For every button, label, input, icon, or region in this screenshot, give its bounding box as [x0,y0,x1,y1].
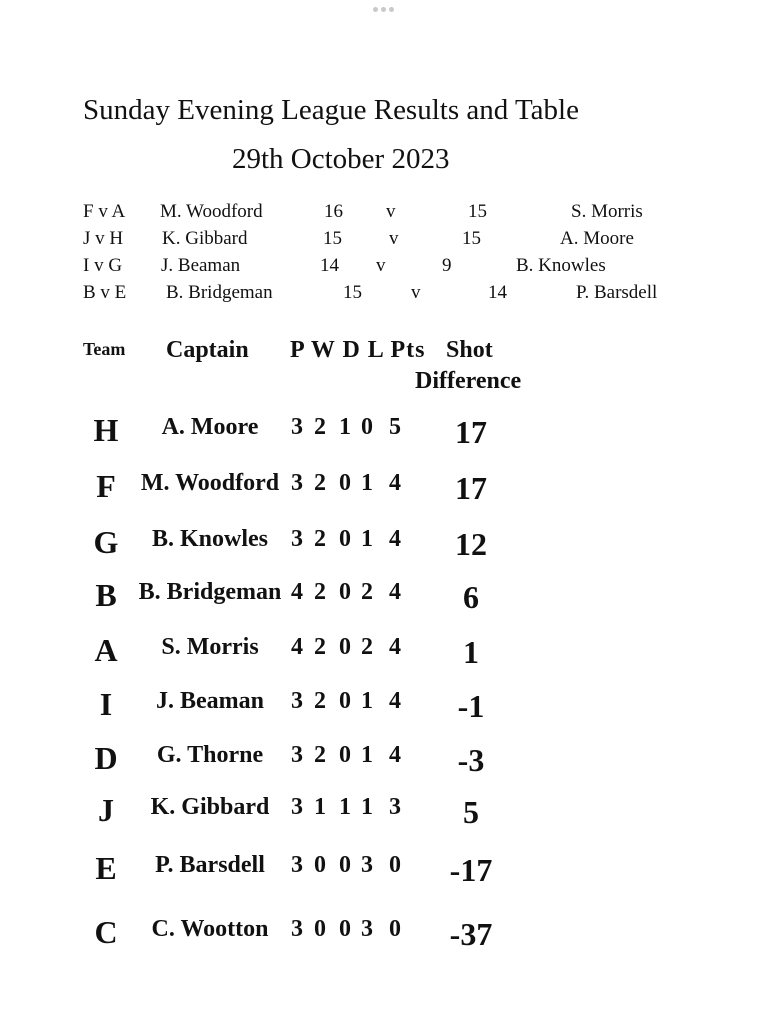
shot-difference: -37 [449,916,493,952]
points: 0 [389,916,401,942]
lost: 1 [361,688,373,714]
points: 4 [389,579,401,605]
table-row [0,524,768,574]
result-vs: v [389,228,399,249]
team-letter: H [93,412,119,448]
table-row [0,686,768,736]
played: 3 [291,794,303,820]
played: 3 [291,852,303,878]
captain-name: K. Gibbard [150,794,270,820]
result-home-score: 15 [323,228,342,249]
result-vs: v [386,201,396,222]
shot-difference: -17 [449,852,493,888]
drawn: 0 [339,470,351,496]
result-home-score: 16 [324,201,343,222]
header-captain: Captain [166,337,249,363]
team-letter: C [94,914,118,950]
shot-difference: 6 [463,579,479,615]
won: 2 [314,579,326,605]
points: 5 [389,414,401,440]
points: 4 [389,470,401,496]
shot-difference: 17 [455,470,487,506]
won: 1 [314,794,326,820]
points: 3 [389,794,401,820]
shot-difference: 12 [455,526,487,562]
lost: 0 [361,414,373,440]
played: 3 [291,916,303,942]
team-letter: D [94,740,118,776]
result-away-score: 15 [462,228,481,249]
table-row [0,468,768,518]
played: 3 [291,414,303,440]
won: 2 [314,634,326,660]
points: 0 [389,852,401,878]
header-team: Team [83,339,126,359]
table-row [0,632,768,682]
document-title: Sunday Evening League Results and Table [83,94,579,126]
won: 0 [314,916,326,942]
captain-name: B. Knowles [151,526,268,552]
lost: 1 [361,794,373,820]
team-letter: G [93,524,119,560]
won: 2 [314,526,326,552]
lost: 1 [361,526,373,552]
table-row [0,412,768,462]
result-vs: v [376,255,386,276]
grabber-dot [373,7,378,12]
team-letter: A [94,632,118,668]
lost: 1 [361,742,373,768]
played: 3 [291,742,303,768]
points: 4 [389,742,401,768]
grabber-dot [389,7,394,12]
shot-difference: -3 [457,742,485,778]
won: 0 [314,852,326,878]
lost: 3 [361,916,373,942]
team-letter: J [98,792,114,828]
captain-name: S. Morris [161,634,259,660]
captain-name: P. Barsdell [155,852,265,878]
shot-difference: 1 [463,634,479,670]
team-letter: E [95,850,117,886]
shot-difference: 17 [455,414,487,450]
captain-name: B. Bridgeman [138,579,282,605]
points: 4 [389,688,401,714]
shot-difference: -1 [457,688,485,724]
table-row [0,914,768,964]
document-date: 29th October 2023 [232,143,450,175]
drawn: 0 [339,688,351,714]
captain-name: A. Moore [161,414,259,440]
window-grabber-dots[interactable] [373,7,395,13]
lost: 2 [361,579,373,605]
grabber-dot [381,7,386,12]
result-away-score: 14 [488,282,507,303]
result-fixture: I v G [83,255,123,276]
result-home-captain: B. Bridgeman [166,282,273,303]
played: 4 [291,579,303,605]
team-letter: B [95,577,117,613]
played: 4 [291,634,303,660]
captain-name: G. Thorne [156,742,264,768]
team-letter: I [99,686,113,722]
drawn: 0 [339,579,351,605]
drawn: 0 [339,634,351,660]
drawn: 0 [339,852,351,878]
lost: 1 [361,470,373,496]
played: 3 [291,526,303,552]
table-row [0,792,768,842]
drawn: 0 [339,742,351,768]
drawn: 0 [339,526,351,552]
won: 2 [314,742,326,768]
drawn: 0 [339,916,351,942]
header-difference: Difference [415,368,522,394]
lost: 3 [361,852,373,878]
result-fixture: B v E [83,282,127,303]
lost: 2 [361,634,373,660]
table-row [0,577,768,627]
result-home-score: 14 [320,255,339,276]
header-shot: Shot [446,337,493,363]
won: 2 [314,470,326,496]
points: 4 [389,526,401,552]
drawn: 1 [339,414,351,440]
result-home-captain: K. Gibbard [162,228,248,249]
result-home-captain: M. Woodford [160,201,263,222]
result-fixture: J v H [83,228,124,249]
points: 4 [389,634,401,660]
result-home-captain: J. Beaman [161,255,241,276]
team-letter: F [96,468,116,504]
played: 3 [291,688,303,714]
result-away-captain: B. Knowles [516,255,606,276]
captain-name: C. Wootton [151,916,269,942]
captain-name: M. Woodford [140,470,280,496]
result-vs: v [411,282,421,303]
table-row [0,740,768,790]
result-away-captain: S. Morris [571,201,643,222]
drawn: 1 [339,794,351,820]
result-fixture: F v A [83,201,126,222]
played: 3 [291,470,303,496]
result-home-score: 15 [343,282,362,303]
result-away-captain: A. Moore [560,228,634,249]
captain-name: J. Beaman [156,688,264,714]
result-away-captain: P. Barsdell [576,282,658,303]
won: 2 [314,688,326,714]
result-away-score: 15 [468,201,487,222]
header-pwdl-pts: P W D L Pts [290,337,426,363]
shot-difference: 5 [463,794,479,830]
table-row [0,850,768,900]
won: 2 [314,414,326,440]
result-away-score: 9 [442,255,452,276]
